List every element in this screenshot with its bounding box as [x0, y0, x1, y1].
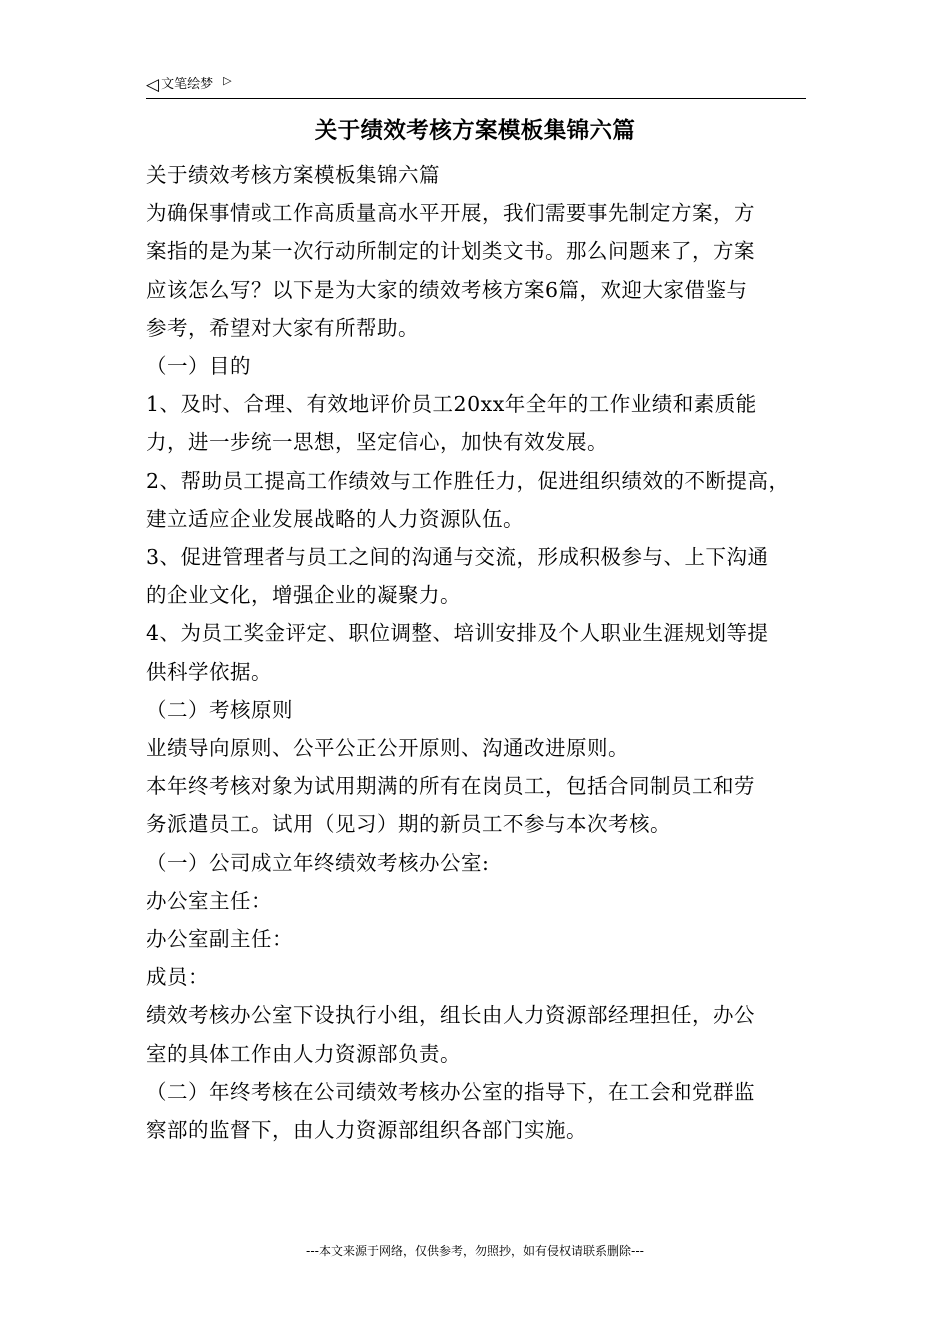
body-line: 办公室副主任：	[146, 927, 293, 952]
body-line: 应该怎么写？以下是为大家的绩效考核方案6篇，欢迎大家借鉴与	[146, 277, 748, 302]
body-line: 为确保事情或工作高质量高水平开展，我们需要事先制定方案，方	[146, 201, 755, 226]
document-title: 关于绩效考核方案模板集锦六篇	[314, 118, 636, 144]
body-line: 关于绩效考核方案模板集锦六篇	[146, 163, 440, 187]
body-line: （二）考核原则	[146, 697, 293, 722]
body-line: （二）年终考核在公司绩效考核办公室的指导下，在工会和党群监	[146, 1079, 755, 1104]
body-line: 务派遣员工。试用（见习）期的新员工不参与本次考核。	[146, 812, 671, 837]
body-line: 案指的是为某一次行动所制定的计划类文书。那么问题来了，方案	[146, 239, 755, 264]
body-line: 察部的监督下，由人力资源部组织各部门实施。	[146, 1118, 587, 1143]
body-line: 办公室主任：	[146, 888, 272, 913]
body-line: 1、及时、合理、有效地评价员工20xx年全年的工作业绩和素质能	[146, 392, 757, 417]
body-line: 参考，希望对大家有所帮助。	[146, 315, 419, 340]
brand-name: 文笔绘梦	[161, 77, 214, 92]
body-line: 建立适应企业发展战略的人力资源队伍。	[146, 506, 524, 531]
body-line: 4、为员工奖金评定、职位调整、培训安排及个人职业生涯规划等提	[146, 621, 769, 646]
body-line: 的企业文化，增强企业的凝聚力。	[146, 583, 461, 608]
body-line: 本年终考核对象为试用期满的所有在岗员工，包括合同制员工和劳	[146, 774, 755, 799]
body-line: 2、帮助员工提高工作绩效与工作胜任力，促进组织绩效的不断提高，	[146, 468, 790, 493]
body-line: 3、促进管理者与员工之间的沟通与交流，形成积极参与、上下沟通	[146, 545, 769, 570]
body-line: 供科学依据。	[146, 659, 272, 684]
triangle-left-icon: ◁	[146, 75, 160, 95]
page-footer: ---本文来源于网络，仅供参考，勿照抄，如有侵权请联系删除---	[306, 1244, 644, 1258]
header-brand	[146, 76, 232, 94]
document-body	[146, 156, 822, 1149]
body-line: 力，进一步统一思想，坚定信心，加快有效发展。	[146, 430, 608, 455]
body-line: 成员：	[146, 965, 209, 990]
body-line: 业绩导向原则、公平公正公开原则、沟通改进原则。	[146, 736, 629, 761]
body-line: （一）公司成立年终绩效考核办公室:	[146, 850, 490, 875]
page-header	[146, 74, 806, 99]
body-line: （一）目的	[146, 354, 251, 379]
triangle-right-icon: ▷	[223, 74, 232, 87]
body-line: 室的具体工作由人力资源部负责。	[146, 1041, 461, 1066]
body-line: 绩效考核办公室下设执行小组，组长由人力资源部经理担任，办公	[146, 1003, 755, 1028]
